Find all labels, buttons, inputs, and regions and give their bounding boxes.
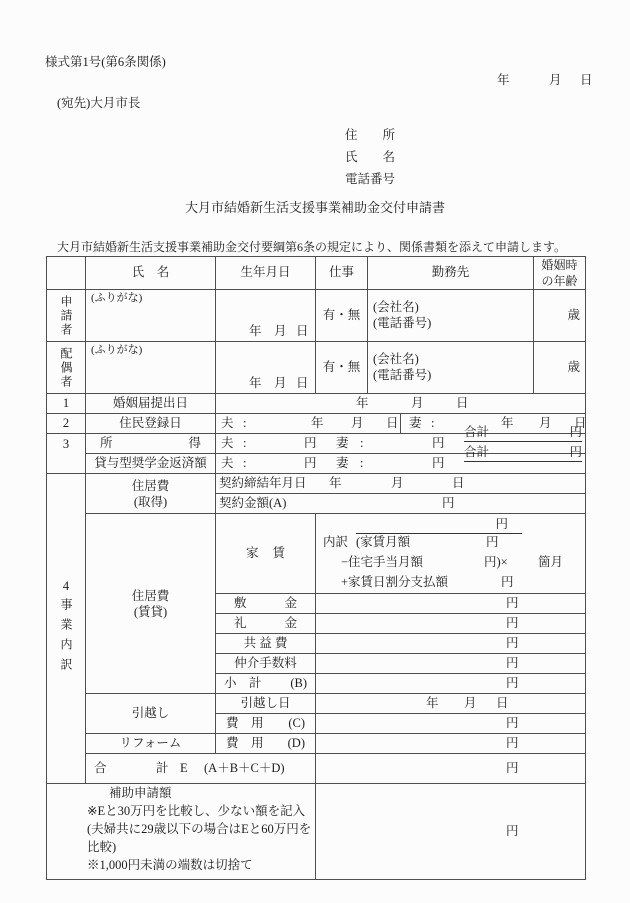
applicant-label: 申請者 (59, 294, 73, 337)
spouse-workplace-field (368, 342, 534, 394)
date-month-label: 月 (549, 73, 562, 87)
row2-number: 2 (47, 414, 86, 434)
total-l3: E (180, 760, 188, 775)
yen-label: 円 (506, 760, 519, 775)
applicant-header-cell (47, 290, 86, 342)
day-label: 日 (456, 395, 469, 410)
moving-date-label: 引越し日 (216, 694, 316, 714)
spouse-job-field: 有・無 (316, 342, 368, 394)
colon: : (243, 455, 247, 470)
breakdown-label: 内訳 (323, 535, 349, 549)
rent-sublabel (216, 514, 316, 594)
yen-label: 円 (486, 535, 499, 549)
common-fee-label: 共 益 費 (216, 634, 316, 654)
section4-label: 事業内訳 (59, 598, 73, 679)
colon: : (243, 435, 247, 450)
month-label: 月 (274, 376, 287, 391)
applicant-row (47, 290, 586, 342)
marriage-date-row (47, 394, 586, 414)
yen-label: 円 (506, 615, 519, 630)
key-money-label (216, 614, 316, 634)
applicant-job-field: 有・無 (316, 290, 368, 342)
reform-row (47, 734, 586, 754)
spouse-age-field: 歳 (534, 342, 586, 394)
housing-purchase-line1: 住居費 (131, 478, 170, 493)
yen-close-label: 円)× (484, 555, 508, 569)
subtotal-code: (B) (290, 675, 307, 690)
marriage-date-field (216, 394, 586, 414)
total-l2: 計 (156, 760, 169, 775)
day-label: 日 (452, 475, 465, 490)
header-empty-cell (47, 257, 86, 290)
year-label: 年 (249, 324, 262, 339)
month-label: 月 (391, 475, 404, 490)
phone-label: 電話番号 (345, 172, 396, 186)
year-label: 年 (501, 415, 514, 430)
day-label: 日 (386, 415, 399, 430)
year-label: 年 (356, 395, 369, 410)
housing-allowance-label: −住宅手当月額 (341, 555, 424, 569)
yen-label: 円 (506, 823, 519, 838)
reform-cost-code: (D) (287, 735, 305, 750)
yen-label: 円 (442, 495, 455, 510)
intro-sentence: 大月市結婚新生活支援事業補助金交付要綱第6条の規定により、関係書類を添えて申請します。 (57, 240, 567, 254)
subsidy-field (316, 784, 586, 880)
header-name: 氏 名 (86, 257, 216, 290)
total-field (316, 754, 586, 784)
header-workplace: 勤務先 (368, 257, 534, 290)
total-label: 合計 (464, 424, 490, 439)
yen-label: 円 (506, 595, 519, 610)
header-age-line1: 婚姻時 (541, 258, 578, 272)
wife-label: 妻 (409, 415, 422, 430)
month-label: 月 (274, 324, 287, 339)
month-label: 月 (351, 415, 364, 430)
reform-cost-label-cell (216, 734, 316, 754)
contract-amount-field (216, 494, 586, 514)
year-label: 年 (311, 415, 324, 430)
colon: : (243, 415, 247, 430)
yen-label: 円 (506, 655, 519, 670)
page-title: 大月市結婚新生活支援事業補助金交付申請書 (184, 200, 445, 215)
month-label: 月 (464, 695, 477, 710)
monthly-rent-label: (家賃月額 (356, 535, 411, 549)
husband-label: 夫 (221, 435, 234, 450)
subtotal-label-cell (216, 674, 316, 694)
application-table (46, 256, 586, 880)
yen-label: 円 (304, 435, 317, 450)
spouse-name-field (86, 342, 216, 394)
husband-label: 夫 (221, 455, 234, 470)
daily-rent-label: +家賃日割分支払額 (341, 575, 449, 589)
yen-label: 円 (495, 517, 508, 532)
applicant-workplace-field (368, 290, 534, 342)
deposit-label (216, 594, 316, 614)
yen-label: 円 (569, 444, 582, 459)
table-header-row (47, 257, 586, 290)
applicant-age-field: 歳 (534, 290, 586, 342)
agent-fee-label: 仲介手数料 (216, 654, 316, 674)
months-label: 箇月 (538, 555, 564, 569)
day-label: 日 (296, 324, 309, 339)
key-money-label-left: 礼 (234, 615, 247, 630)
phone-number-label: (電話番号) (373, 367, 432, 382)
section4-number: 4 (62, 578, 70, 593)
moving-cost-label-cell (216, 714, 316, 734)
header-job: 仕事 (316, 257, 368, 290)
contract-date-label: 契約締結年月日 (219, 475, 307, 490)
colon: : (360, 455, 364, 470)
agent-fee-field (316, 654, 586, 674)
key-money-label-right: 金 (284, 615, 297, 630)
contract-amount-label: 契約金額(A) (219, 495, 287, 510)
subsidy-note-4: ※1,000円未満の端数は切捨て (87, 858, 253, 872)
income-label-right: 得 (188, 435, 201, 450)
total-row (47, 754, 586, 784)
resident-date-husband-field (216, 414, 401, 434)
row3-label (86, 434, 216, 454)
common-fee-field (316, 634, 586, 654)
day-label: 日 (574, 415, 587, 430)
total-l1: 合 (94, 760, 107, 775)
scholarship-field (216, 444, 586, 474)
subsidy-note-3: 比較) (87, 840, 117, 854)
spouse-birthdate-field (216, 342, 316, 394)
addressee: (宛先)大月市長 (57, 96, 141, 110)
yen-label: 円 (432, 455, 445, 470)
rent-breakdown-field (316, 514, 586, 594)
header-age-at-marriage (534, 257, 586, 290)
housing-rent-line2: (賃貸) (133, 604, 168, 619)
housing-rent-label (86, 514, 216, 694)
yen-label: 円 (506, 635, 519, 650)
day-label: 日 (296, 376, 309, 391)
total-label-cell (86, 754, 316, 784)
year-label: 年 (329, 475, 342, 490)
yen-label: 円 (506, 715, 519, 730)
subtotal-label: 小 計 (224, 675, 262, 690)
yen-label: 円 (501, 575, 514, 589)
income-label-left: 所 (100, 435, 113, 450)
wife-label: 妻 (336, 435, 349, 450)
rent-label-left: 家 (246, 545, 259, 560)
header-birthdate: 生年月日 (216, 257, 316, 290)
deposit-field (316, 594, 586, 614)
year-label: 年 (426, 695, 439, 710)
moving-cost-code: (C) (288, 715, 305, 730)
housing-purchase-label (86, 474, 216, 514)
subsidy-title: 補助申請額 (109, 786, 172, 800)
colon: : (360, 435, 364, 450)
contract-date-row (47, 474, 586, 494)
reform-cost-field (316, 734, 586, 754)
header-age-line2: の年齢 (541, 274, 578, 288)
reform-label: リフォーム (86, 734, 216, 754)
section4-header-cell (47, 474, 86, 784)
month-label: 月 (411, 395, 424, 410)
furigana-label: (ふりがな) (91, 344, 143, 356)
date-year-label: 年 (497, 73, 510, 87)
moving-cost-field (316, 714, 586, 734)
rent-label-right: 賃 (272, 545, 285, 560)
housing-rent-line1: 住居費 (131, 588, 170, 603)
applicant-name-field (86, 290, 216, 342)
phone-number-label: (電話番号) (373, 315, 432, 330)
furigana-label: (ふりがな) (91, 292, 143, 304)
wife-label: 妻 (336, 455, 349, 470)
housing-purchase-line2: (取得) (133, 494, 168, 509)
yen-label: 円 (506, 675, 519, 690)
company-label: (会社名) (373, 299, 419, 314)
rent-row (47, 514, 586, 594)
subsidy-label-cell (47, 784, 316, 880)
colon: : (431, 415, 435, 430)
yen-label: 円 (569, 424, 582, 439)
moving-date-field (316, 694, 586, 714)
spouse-label: 配偶者 (59, 346, 73, 389)
subsidy-note-1: ※Eと30万円を比較し、少ない額を記入 (87, 804, 306, 818)
scholarship-row (47, 454, 586, 474)
yen-label: 円 (432, 435, 445, 450)
moving-date-row (47, 694, 586, 714)
form-number: 様式第1号(第6条関係) (45, 55, 166, 69)
name-label: 氏 名 (345, 150, 396, 164)
scholarship-label: 貸与型奨学金返済額 (86, 454, 216, 474)
day-label: 日 (496, 695, 509, 710)
spouse-row (47, 342, 586, 394)
row2-label: 住民登録日 (86, 414, 216, 434)
applicant-birthdate-field (216, 290, 316, 342)
row1-number: 1 (47, 394, 86, 414)
address-label: 住 所 (345, 128, 396, 142)
moving-label: 引越し (86, 694, 216, 734)
husband-label: 夫 (221, 415, 234, 430)
moving-cost-label: 費 用 (226, 715, 264, 730)
subtotal-field (316, 674, 586, 694)
yen-label: 円 (506, 735, 519, 750)
spouse-header-cell (47, 342, 86, 394)
year-label: 年 (249, 376, 262, 391)
reform-cost-label: 費 用 (226, 735, 264, 750)
row1-label: 婚姻届提出日 (86, 394, 216, 414)
total-formula: (A＋B＋C＋D) (204, 760, 285, 775)
total-label: 合計 (464, 444, 490, 459)
deposit-label-left: 敷 (234, 595, 247, 610)
key-money-field (316, 614, 586, 634)
yen-label: 円 (304, 455, 317, 470)
contract-date-field (216, 474, 586, 494)
subsidy-row (47, 784, 586, 880)
date-day-label: 日 (580, 73, 593, 87)
deposit-label-right: 金 (284, 595, 297, 610)
row3-number: 3 (47, 434, 86, 474)
month-label: 月 (539, 415, 552, 430)
subsidy-note-2: (夫婦共に29歳以下の場合はEと60万円を (87, 822, 312, 836)
company-label: (会社名) (373, 351, 419, 366)
